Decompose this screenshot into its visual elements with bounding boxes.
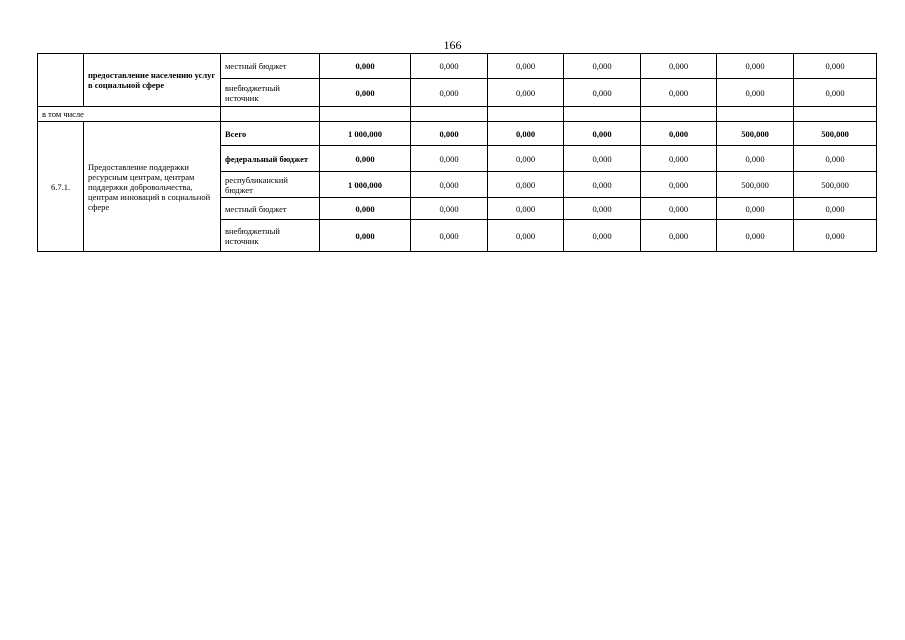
value-cell: 0,000 [717, 54, 794, 79]
empty-cell [320, 107, 411, 122]
value-cell: 0,000 [717, 198, 794, 220]
code-cell [38, 54, 84, 107]
value-cell: 500,000 [794, 122, 877, 146]
value-cell: 0,000 [564, 54, 641, 79]
value-cell: 0,000 [488, 79, 564, 107]
value-cell: 0,000 [641, 54, 717, 79]
value-cell: 0,000 [641, 172, 717, 198]
value-cell: 0,000 [488, 172, 564, 198]
value-cell: 0,000 [564, 198, 641, 220]
value-cell: 0,000 [641, 220, 717, 252]
empty-cell [717, 107, 794, 122]
budget-table [37, 53, 877, 252]
value-cell: 0,000 [411, 198, 488, 220]
empty-cell [411, 107, 488, 122]
value-cell: 0,000 [564, 220, 641, 252]
value-cell: 0,000 [641, 146, 717, 172]
value-cell: 0,000 [717, 220, 794, 252]
table-row [38, 54, 877, 79]
value-cell: 0,000 [564, 79, 641, 107]
value-cell: 0,000 [320, 79, 411, 107]
value-cell: 0,000 [411, 79, 488, 107]
table-row [38, 107, 877, 122]
source-cell: Всего [221, 122, 320, 146]
value-cell: 0,000 [794, 220, 877, 252]
empty-cell [564, 107, 641, 122]
value-cell: 0,000 [488, 220, 564, 252]
source-cell: внебюджетный источник [221, 220, 320, 252]
source-cell: внебюджетный источник [221, 79, 320, 107]
value-cell: 0,000 [411, 220, 488, 252]
empty-cell [794, 107, 877, 122]
source-cell: республиканский бюджет [221, 172, 320, 198]
value-cell: 0,000 [320, 54, 411, 79]
value-cell: 0,000 [794, 79, 877, 107]
value-cell: 0,000 [641, 122, 717, 146]
value-cell: 0,000 [717, 146, 794, 172]
value-cell: 1 000,000 [320, 122, 411, 146]
value-cell: 0,000 [488, 146, 564, 172]
value-cell: 0,000 [794, 198, 877, 220]
value-cell: 0,000 [320, 146, 411, 172]
value-cell: 500,000 [794, 172, 877, 198]
value-cell: 0,000 [717, 79, 794, 107]
value-cell: 500,000 [717, 122, 794, 146]
value-cell: 0,000 [564, 122, 641, 146]
page-number: 166 [443, 38, 462, 52]
source-cell: местный бюджет [221, 198, 320, 220]
value-cell: 0,000 [488, 198, 564, 220]
value-cell: 0,000 [411, 122, 488, 146]
source-cell: местный бюджет [221, 54, 320, 79]
value-cell: 500,000 [717, 172, 794, 198]
value-cell: 0,000 [641, 79, 717, 107]
empty-cell [641, 107, 717, 122]
item-code-cell: 6.7.1. [38, 122, 84, 252]
value-cell: 0,000 [564, 146, 641, 172]
value-cell: 0,000 [320, 220, 411, 252]
value-cell: 0,000 [411, 54, 488, 79]
empty-cell [488, 107, 564, 122]
value-cell: 0,000 [488, 54, 564, 79]
value-cell: 0,000 [411, 146, 488, 172]
value-cell: 0,000 [411, 172, 488, 198]
table-row [38, 122, 877, 146]
value-cell: 0,000 [320, 198, 411, 220]
value-cell: 1 000,000 [320, 172, 411, 198]
item-name-cell: предоставление населению услуг в социальной сфере [84, 54, 221, 107]
value-cell: 0,000 [794, 54, 877, 79]
source-cell: федеральный бюджет [221, 146, 320, 172]
value-cell: 0,000 [488, 122, 564, 146]
value-cell: 0,000 [564, 172, 641, 198]
item-name-cell: Предоставление поддержки ресурсным центрам, центрам поддержки добровольчества, центрам инноваций в социальной сфере [84, 122, 221, 252]
value-cell: 0,000 [794, 146, 877, 172]
section-label: в том числе [38, 107, 221, 122]
empty-cell [221, 107, 320, 122]
value-cell: 0,000 [641, 198, 717, 220]
